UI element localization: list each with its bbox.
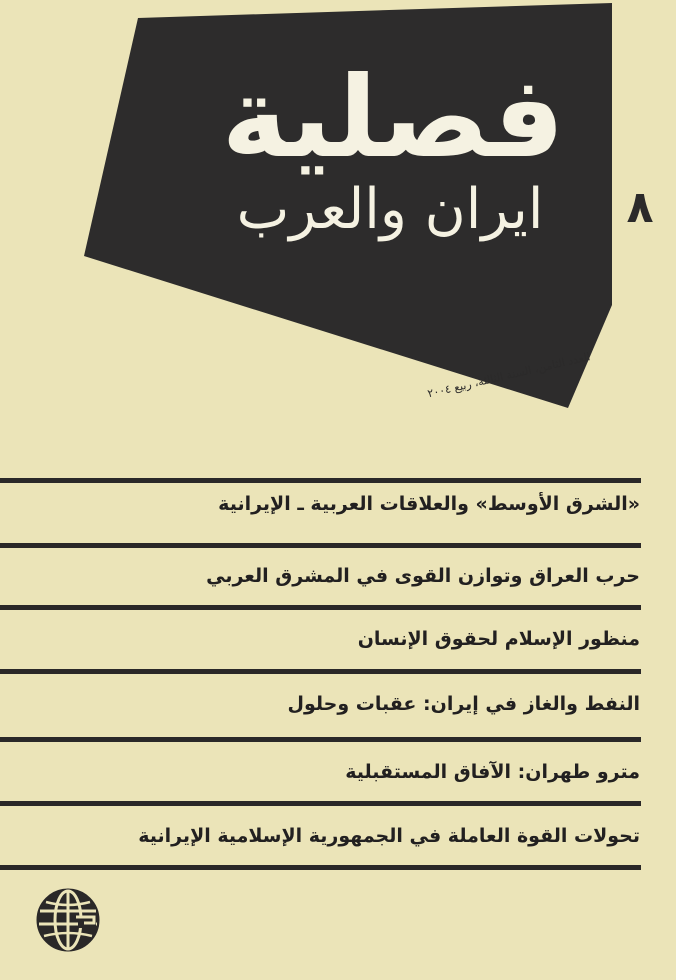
issue-number: ٨ [626,182,654,233]
article-title: مترو طهران: الآفاق المستقبلية [345,761,640,783]
divider-rule [0,543,641,548]
divider-rule [0,605,641,610]
divider-rule [0,669,641,674]
article-title: منظور الإسلام لحقوق الإنسان [357,628,640,650]
divider-rule [0,865,641,870]
globe-icon [34,886,102,954]
magazine-subtitle: ايران والعرب [236,177,544,242]
divider-rule [0,801,641,806]
article-title: حرب العراق وتوازن القوى في المشرق العربي [206,565,640,587]
article-title: تحولات القوة العاملة في الجمهورية الإسلامية الإيرانية [138,825,640,847]
divider-rule [0,737,641,742]
article-title: النفط والغاز في إيران: عقبات وحلول [287,693,640,715]
magazine-title: فصلية [221,53,565,183]
issue-info: العدد الثامن، السنة الثالثة، ربيع ٢٠٠٤ [426,350,592,401]
divider-rule [0,478,641,483]
article-title: «الشرق الأوسط» والعلاقات العربية ـ الإيرانية [218,493,640,515]
